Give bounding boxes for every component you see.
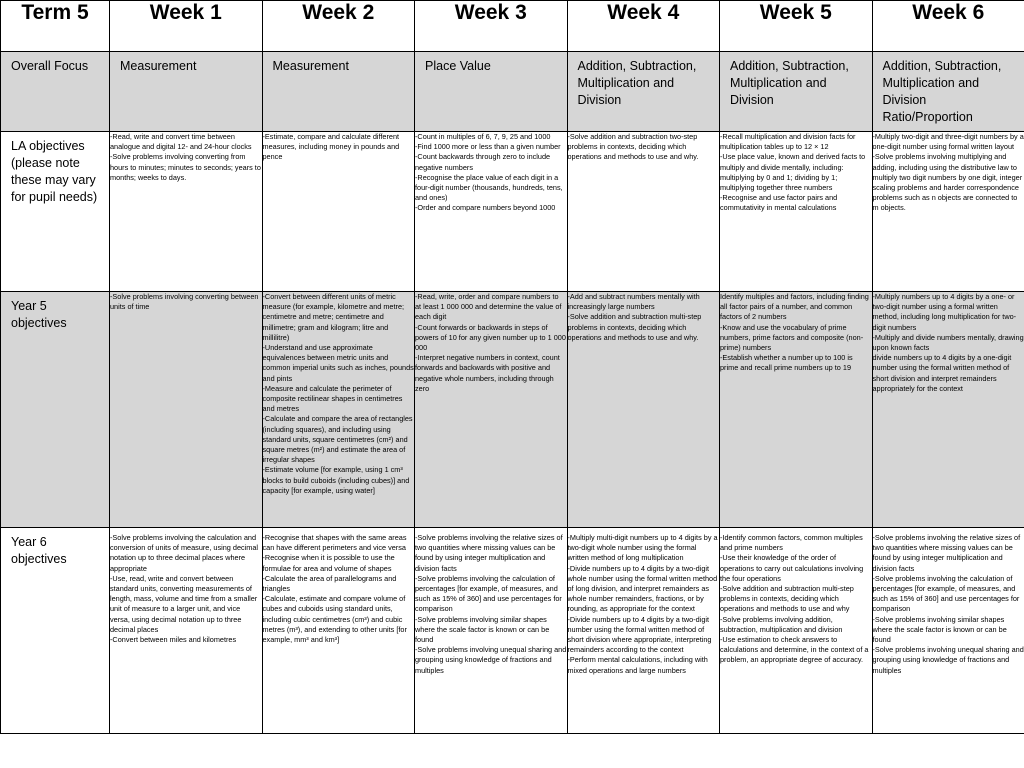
y6-cell-week-5: -Identify common factors, common multiples and prime numbers -Use their knowledge of the order of operations to carry out calculations involving the four operations -Solve addition and subtraction multi-step problems in contexts, deciding which operations and methods to use and why -Solve problems involving addition, subtraction, multiplication and division -Use estimation to check answers to calculations and determine, in the context of a problem, an appropriate degree of accuracy. [720, 528, 873, 734]
overall-focus-row [1, 52, 1024, 132]
header-row [1, 1, 1024, 52]
focus-cell-week-6: Addition, Subtraction, Multiplication and Division Ratio/Proportion [872, 52, 1024, 132]
year-6-objectives-label: Year 6 objectives [1, 528, 110, 734]
focus-cell-week-3: Place Value [415, 52, 568, 132]
week-2-heading: Week 2 [262, 1, 415, 52]
week-3-heading: Week 3 [415, 1, 568, 52]
week-6-heading: Week 6 [872, 1, 1024, 52]
la-objectives-label: LA objectives (please note these may vary for pupil needs) [1, 132, 110, 292]
focus-cell-week-1: Measurement [110, 52, 263, 132]
y5-cell-week-5: Identify multiples and factors, including finding all factor pairs of a number, and common factors of 2 numbers -Know and use the vocabulary of prime numbers, prime factors and composite (non-prime) numbers -Establish whether a number up to 100 is prime and recall prime numbers up to 19 [720, 292, 873, 528]
y6-cell-week-6: -Solve problems involving the relative sizes of two quantities where missing values can be found by using integer multiplication and division facts -Solve problems involving the calculation of percentages [for example, of measures, and such as 15% of 360] and use percentages for comparison -Solve problems involving similar shapes where the scale factor is known or can be found -Solve problems involving unequal sharing and grouping using knowledge of fractions and multiples [872, 528, 1024, 734]
overall-focus-label: Overall Focus [1, 52, 110, 132]
focus-cell-week-4: Addition, Subtraction, Multiplication and Division [567, 52, 720, 132]
la-cell-week-2: -Estimate, compare and calculate different measures, including money in pounds and pence [262, 132, 415, 292]
y5-cell-week-1: -Solve problems involving converting between units of time [110, 292, 263, 528]
y6-cell-week-3: -Solve problems involving the relative sizes of two quantities where missing values can be found by using integer multiplication and division facts -Solve problems involving the calculation of percentages [for example, of measures, and such as 15% of 360] and use percentages for comparison -Solve problems involving similar shapes where the scale factor is known or can be found -Solve problems involving unequal sharing and grouping using knowledge of fractions and multiples [415, 528, 568, 734]
week-1-heading: Week 1 [110, 1, 263, 52]
year-5-objectives-label: Year 5 objectives [1, 292, 110, 528]
year-6-objectives-row [1, 528, 1024, 734]
la-cell-week-3: -Count in multiples of 6, 7, 9, 25 and 1000 -Find 1000 more or less than a given number -Count backwards through zero to include negative numbers -Recognise the place value of each digit in a four-digit number (thousands, hundreds, tens, and ones) -Order and compare numbers beyond 1000 [415, 132, 568, 292]
la-cell-week-1: -Read, write and convert time between analogue and digital 12- and 24-hour clocks -Solve problems involving converting from hours to minutes; minutes to seconds; years to months; weeks to days. [110, 132, 263, 292]
focus-cell-week-2: Measurement [262, 52, 415, 132]
term-heading: Term 5 [1, 1, 110, 52]
y6-cell-week-2: -Recognise that shapes with the same areas can have different perimeters and vice versa -Recognise when it is possible to use the formulae for area and volume of shapes -Calculate the area of parallelograms and triangles -Calculate, estimate and compare volume of cubes and cuboids using standard units, including cubic centimetres (cm³) and cubic metres (m³), and extending to other units [for example, mm³ and km³] [262, 528, 415, 734]
focus-cell-week-5: Addition, Subtraction, Multiplication and Division [720, 52, 873, 132]
year-5-objectives-row [1, 292, 1024, 528]
la-cell-week-4: -Solve addition and subtraction two-step problems in contexts, deciding which operations and methods to use and why. [567, 132, 720, 292]
y6-cell-week-1: -Solve problems involving the calculation and conversion of units of measure, using decimal notation up to three decimal places where appropriate -Use, read, write and convert between standard units, converting measurements of length, mass, volume and time from a smaller unit of measure to a larger unit, and vice versa, using decimal notation up to three decimal places -Convert between miles and kilometres [110, 528, 263, 734]
la-cell-week-5: -Recall multiplication and division facts for multiplication tables up to 12 × 12 -Use place value, known and derived facts to multiply and divide mentally, including: multiplying by 0 and 1; dividing by 1; multiplying together three numbers -Recognise and use factor pairs and commutativity in mental calculations [720, 132, 873, 292]
la-cell-week-6: -Multiply two-digit and three-digit numbers by a one-digit number using formal written layout -Solve problems involving multiplying and adding, including using the distributive law to multiply two digit numbers by one digit, integer scaling problems and harder correspondence problems such as n objects are connected to m objects. [872, 132, 1024, 292]
week-4-heading: Week 4 [567, 1, 720, 52]
y5-cell-week-6: -Multiply numbers up to 4 digits by a one- or two-digit number using a formal written method, including long multiplication for two-digit numbers -Multiply and divide numbers mentally, drawing upon known facts divide numbers up to 4 digits by a one-digit number using the formal written method of short division and interpret remainders appropriately for the context [872, 292, 1024, 528]
week-5-heading: Week 5 [720, 1, 873, 52]
y5-cell-week-4: -Add and subtract numbers mentally with increasingly large numbers -Solve addition and subtraction multi-step problems in contexts, deciding which operations and methods to use and why. [567, 292, 720, 528]
y6-cell-week-4: -Multiply multi-digit numbers up to 4 digits by a two-digit whole number using the formal written method of long multiplication -Divide numbers up to 4 digits by a two-digit whole number using the formal written method of long division, and interpret remainders as whole number remainders, fractions, or by rounding, as appropriate for the context -Divide numbers up to 4 digits by a two-digit number using the formal written method of short division where appropriate, interpreting remainders according to the context -Perform mental calculations, including with mixed operations and large numbers [567, 528, 720, 734]
la-objectives-row [1, 132, 1024, 292]
y5-cell-week-3: -Read, write, order and compare numbers to at least 1 000 000 and determine the value of each digit -Count forwards or backwards in steps of powers of 10 for any given number up to 1 000 000 -Interpret negative numbers in context, count forwards and backwards with positive and negative whole numbers, including through zero [415, 292, 568, 528]
y5-cell-week-2: -Convert between different units of metric measure (for example, kilometre and metre; centimetre and metre; centimetre and millimetre; gram and kilogram; litre and millilitre) -Understand and use approximate equivalences between metric units and common imperial units such as inches, pounds and pints -Measure and calculate the perimeter of composite rectilinear shapes in centimetres and metres -Calculate and compare the area of rectangles (including squares), and including using standard units, square centimetres (cm²) and square metres (m²) and estimate the area of irregular shapes -Estimate volume [for example, using 1 cm³ blocks to build cuboids (including cubes)] and capacity [for example, using water] [262, 292, 415, 528]
